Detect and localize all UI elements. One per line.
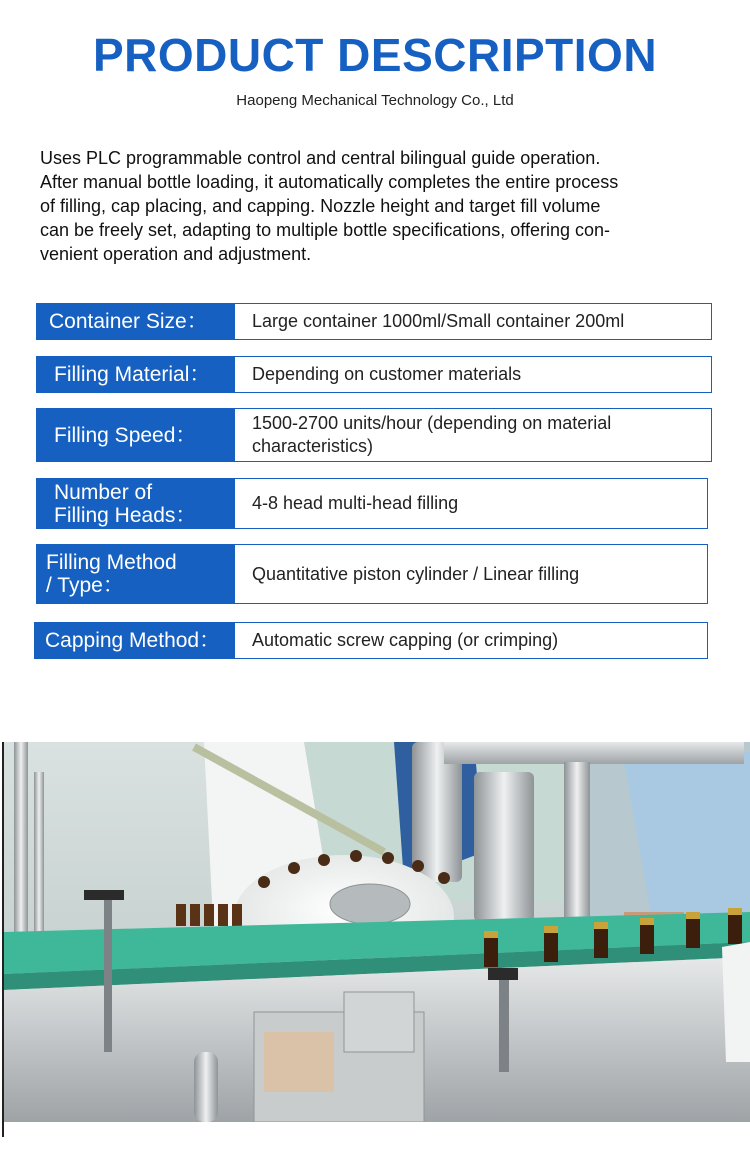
spec-label: Filling Method / Type： [37, 545, 235, 603]
spec-value: Large container 1000ml/Small container 200ml [252, 311, 625, 331]
product-intro: Uses PLC programmable control and central bilingual guide operation. After manual bottle loading, it automatically completes the entire process of filling, cap placing, and capping. Nozzle height and target fill volume can be freely set, adapting to multiple bottle specifications, offering con- venient operation and adjustment. [40, 148, 619, 264]
spec-label: Capping Method： [35, 623, 235, 658]
spec-value: Automatic screw capping (or crimping) [252, 630, 559, 650]
spec-row-filling-speed [36, 408, 712, 462]
spec-label: Number of Filling Heads： [37, 479, 235, 528]
spec-row-filling-method [36, 544, 708, 604]
spec-row-container-size [36, 303, 712, 340]
spec-value: 4-8 head multi-head filling [252, 493, 459, 513]
spec-value: Quantitative piston cylinder / Linear filling [252, 563, 580, 584]
spec-label: Filling Speed： [37, 409, 235, 461]
spec-row-filling-heads [36, 478, 708, 529]
spec-value: 1500-2700 units/hour (depending on material characteristics) [252, 413, 612, 456]
spec-label: Container Size： [37, 304, 235, 339]
machine-photo [4, 742, 750, 1122]
spec-label: Filling Material： [37, 357, 235, 392]
spec-row-filling-material [36, 356, 712, 393]
spec-row-capping-method [34, 622, 708, 659]
company-name: Haopeng Mechanical Technology Co., Ltd [236, 92, 514, 109]
page-title: PRODUCT DESCRIPTION [92, 29, 658, 81]
filling-capping-machine-illustration [4, 742, 750, 1122]
spec-value: Depending on customer materials [252, 364, 522, 384]
